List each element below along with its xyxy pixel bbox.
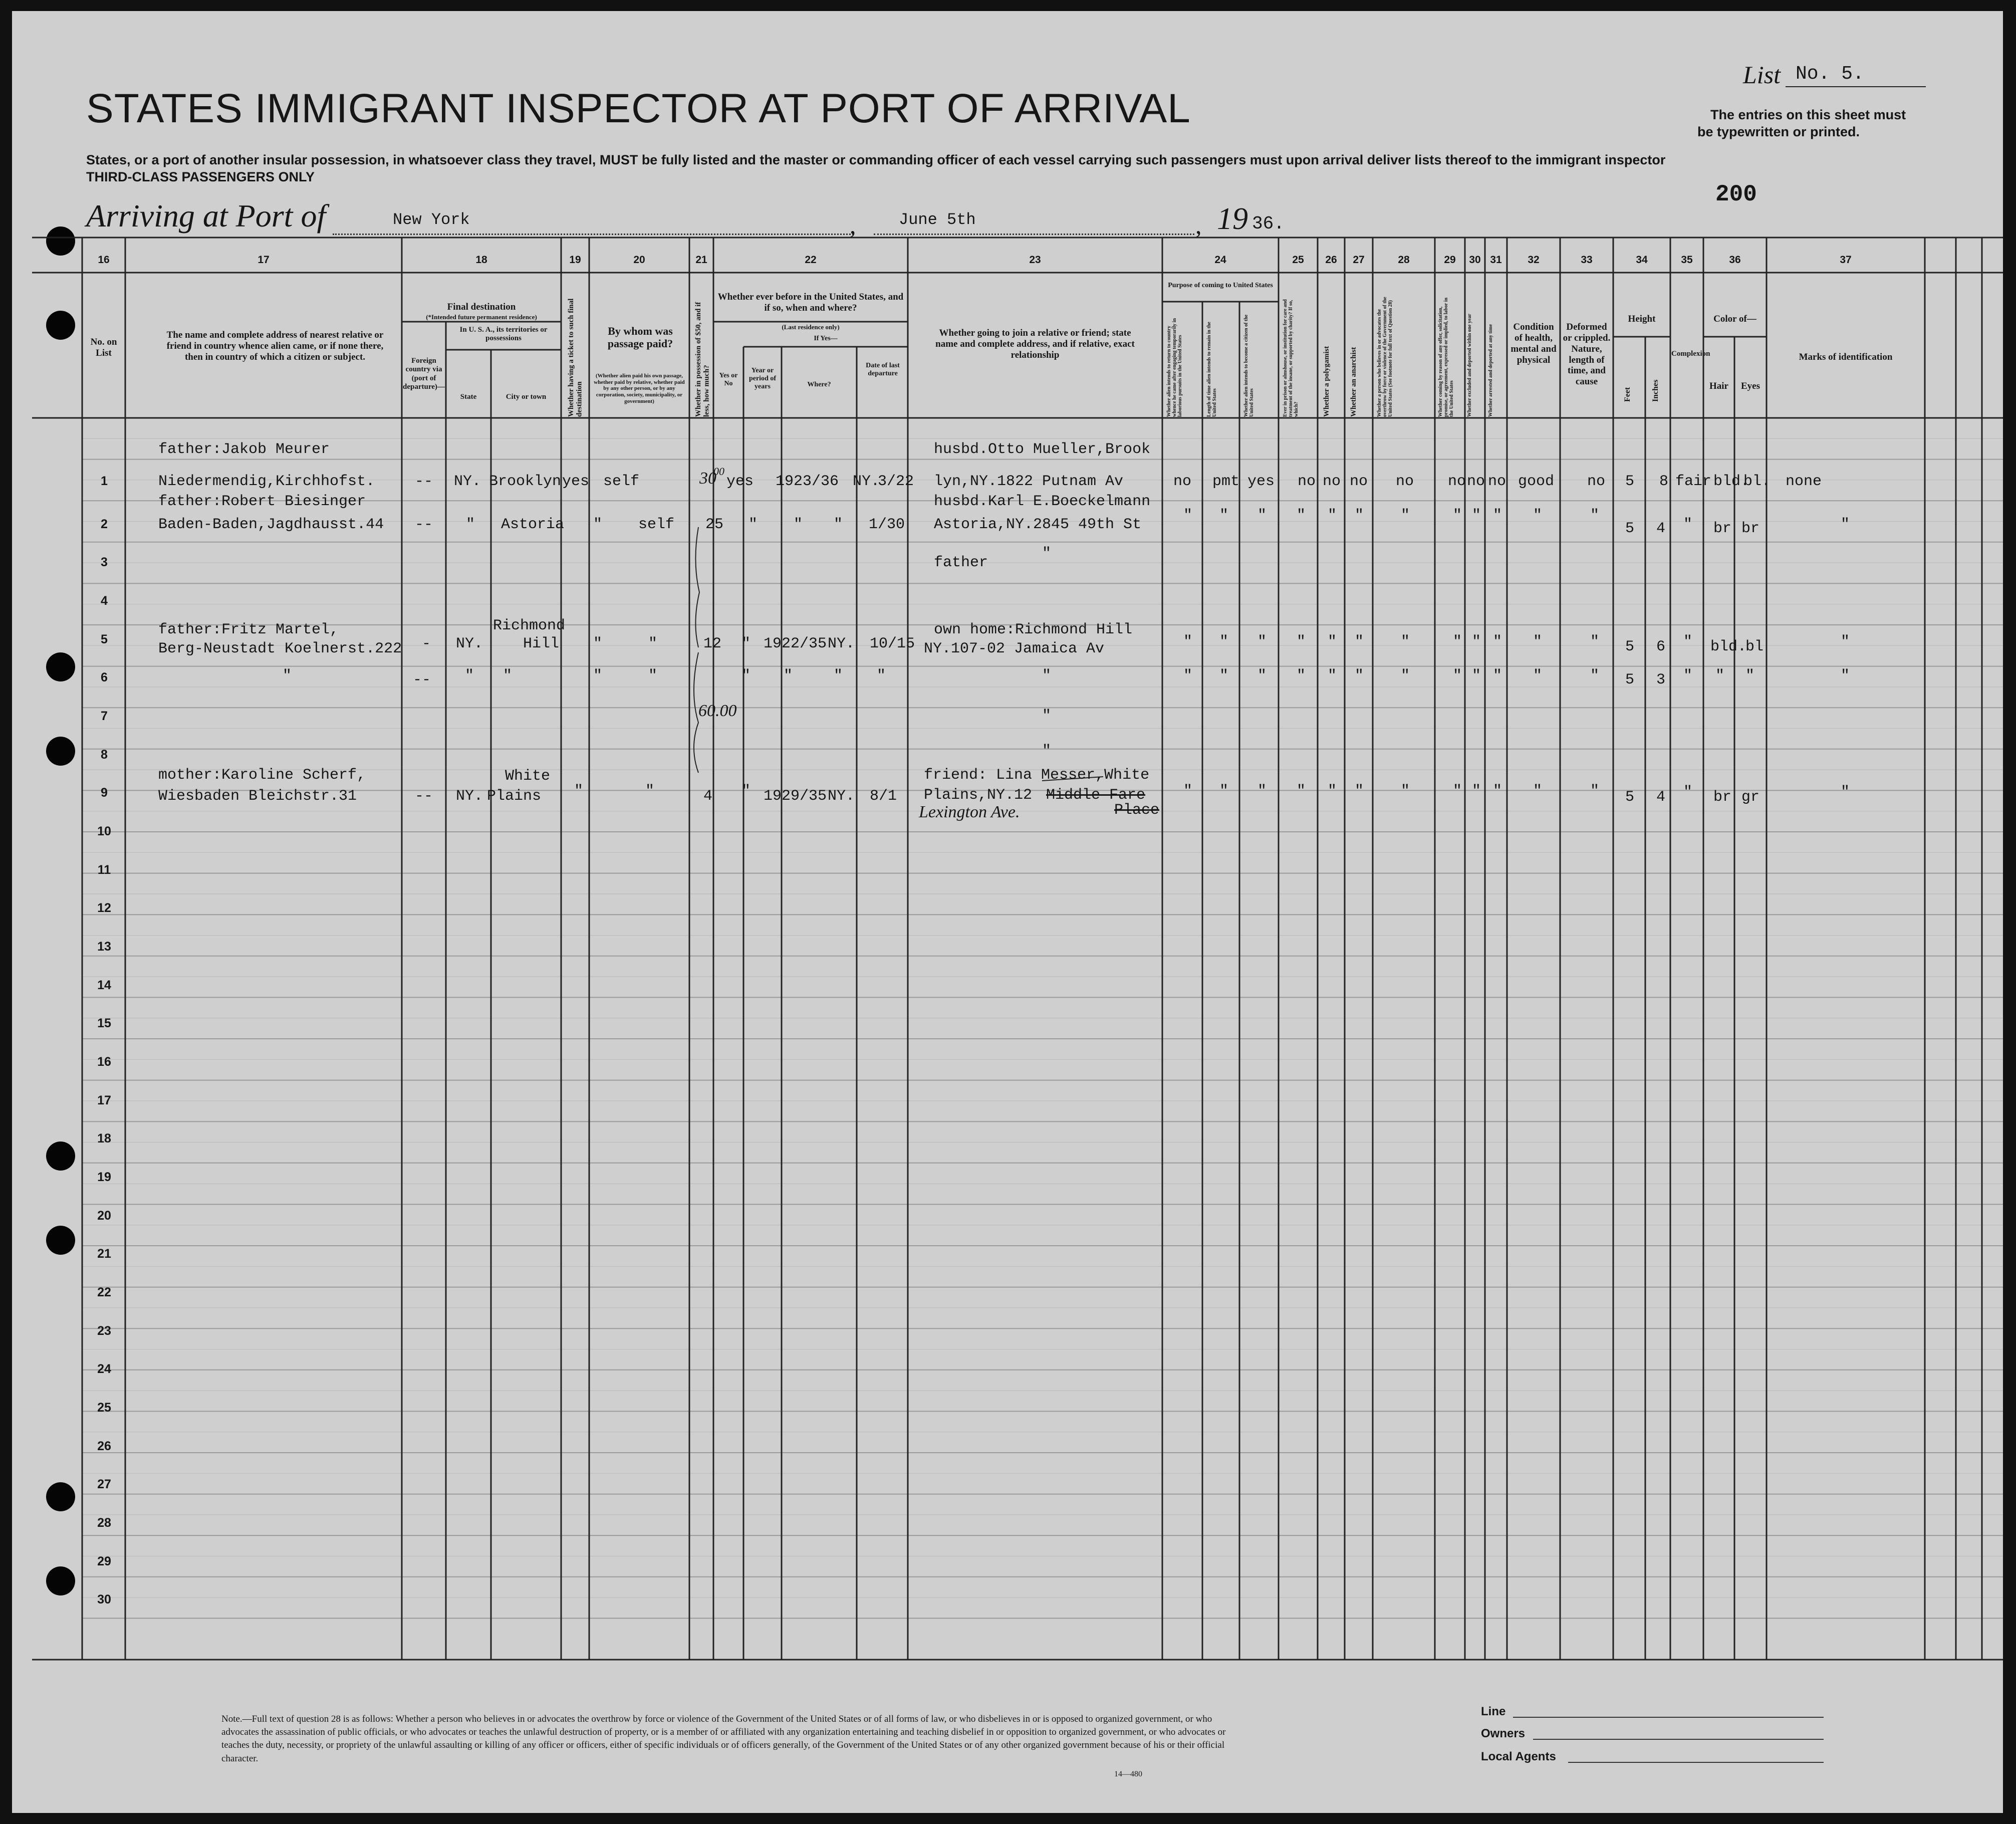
- row-number: 1: [101, 474, 108, 488]
- header-complexion: Complexion: [1671, 350, 1710, 358]
- hair-color: br: [1713, 789, 1732, 806]
- list-label: List: [1743, 61, 1781, 89]
- foreign-port: --: [415, 516, 433, 533]
- ditto-mark: ": [1590, 667, 1600, 685]
- column-number: 16: [98, 254, 110, 266]
- ditto-mark: ": [1257, 667, 1267, 685]
- ditto-mark: ": [1493, 507, 1502, 524]
- dest-city: Richmond: [493, 617, 566, 634]
- header-passage-paid: By whom was passage paid?: [607, 325, 673, 350]
- ditto-mark: ": [1590, 783, 1600, 800]
- header-before-note: (Last residence only): [782, 323, 840, 331]
- q29-value: no: [1448, 473, 1466, 490]
- join-address: NY.107-02 Jamaica Av: [924, 640, 1105, 657]
- header-health: Condition of health, mental and physical: [1510, 322, 1557, 365]
- row-number: 25: [97, 1401, 111, 1415]
- header-no-on-list: No. on List: [90, 337, 117, 358]
- foreign-port: --: [415, 788, 433, 805]
- money-value: 4: [703, 788, 713, 805]
- dest-city: Brooklyn: [489, 473, 562, 490]
- ditto-mark: ": [574, 783, 584, 800]
- ditto-mark: ": [648, 635, 658, 652]
- eye-color: bl.: [1743, 473, 1771, 490]
- ditto-mark: ": [1472, 667, 1481, 685]
- row-number: 5: [101, 632, 108, 646]
- height-inches: 8: [1659, 473, 1669, 490]
- row-number: 11: [97, 863, 111, 877]
- ditto-mark: ": [1472, 507, 1481, 524]
- purpose-citizen: yes: [1247, 473, 1275, 490]
- ditto-mark: ": [1183, 633, 1193, 650]
- hair-color: bld.: [1713, 473, 1750, 490]
- ditto-mark: ": [1355, 783, 1364, 800]
- period-years: 1929/35: [764, 788, 827, 805]
- relative-address: Berg-Neustadt Koelnerst.222: [158, 640, 402, 657]
- height-inches: 6: [1656, 638, 1666, 655]
- header-nearest-relative: The name and complete address of nearest relative or friend in country whence alien came, or if none there, then in country of which a citizen or subject.: [166, 330, 384, 362]
- header-if-yes: If Yes—: [814, 335, 838, 342]
- ditto-mark: ": [741, 635, 751, 652]
- header-polygamist: Whether a polygamist: [1323, 346, 1331, 417]
- ditto-mark: ": [1401, 667, 1410, 685]
- column-number: 21: [695, 254, 707, 266]
- foreign-port: --: [413, 671, 431, 689]
- relative-name: father:Robert Biesinger: [158, 493, 366, 510]
- row-number: 10: [97, 824, 111, 838]
- relative-name: father:Jakob Meurer: [158, 441, 330, 458]
- join-address-struck: Middle Fare: [1046, 787, 1146, 804]
- dest-city: Plains: [487, 788, 542, 805]
- column-number: 27: [1353, 254, 1365, 266]
- ditto-mark: ": [741, 783, 751, 800]
- column-number: 20: [633, 254, 645, 266]
- health-value: good: [1518, 473, 1555, 490]
- list-number: No. 5.: [1796, 63, 1864, 85]
- ditto-mark: ": [593, 667, 603, 685]
- dest-state: NY.: [454, 473, 481, 490]
- row-number: 8: [101, 748, 108, 762]
- row-number: 9: [101, 786, 108, 800]
- column-number: 33: [1581, 254, 1593, 266]
- marks-value: none: [1786, 473, 1822, 490]
- ditto-mark: ": [1257, 783, 1267, 800]
- column-number: 22: [805, 254, 817, 266]
- ditto-mark: ": [645, 783, 655, 800]
- column-number: 28: [1398, 254, 1410, 266]
- separator: ,: [850, 211, 856, 239]
- ditto-mark: ": [1297, 507, 1306, 524]
- relative-address: Niedermendig,Kirchhofst.: [158, 473, 375, 490]
- column-number: 25: [1292, 254, 1304, 266]
- header-where: Where?: [807, 381, 831, 388]
- foreign-port: --: [415, 473, 433, 490]
- ditto-mark: ": [1219, 633, 1229, 650]
- period-years: 1923/36: [776, 473, 839, 490]
- height-feet: 5: [1625, 671, 1635, 689]
- where-value: NY.: [853, 473, 880, 490]
- height-feet: 5: [1625, 520, 1635, 537]
- header-prison: Ever in prison or almshouse, or institution for care and treatment of the insane, or supported by charity? If so, which?: [1283, 299, 1299, 417]
- ditto-mark: ": [877, 667, 886, 685]
- ditto-mark: ": [1453, 667, 1462, 685]
- ditto-mark: ": [834, 667, 843, 685]
- dest-city: White: [505, 768, 551, 785]
- column-number: 31: [1490, 254, 1502, 266]
- ditto-mark: ": [1590, 633, 1600, 650]
- ditto-mark: ": [1472, 783, 1481, 800]
- owners-field: [1533, 1739, 1824, 1740]
- purpose-length: pmt: [1212, 473, 1240, 490]
- header-eyes: Eyes: [1741, 381, 1760, 391]
- join-name: husbd.Otto Mueller,Brook: [934, 441, 1151, 458]
- relative-name: mother:Karoline Scherf,: [158, 767, 366, 784]
- join-address: Plains,NY.12: [924, 787, 1033, 804]
- line-field: [1513, 1717, 1824, 1718]
- header-excluded: Whether excluded and deported within one year: [1467, 314, 1472, 417]
- ditto-mark: ": [1042, 743, 1052, 760]
- before-yes-no: yes: [726, 473, 754, 490]
- ditto-mark: ": [1453, 783, 1462, 800]
- join-address-struck: Place: [1114, 802, 1160, 819]
- column-number: 23: [1029, 254, 1041, 266]
- ticket-value: ": [593, 516, 603, 533]
- period-years: 1922/35: [764, 635, 827, 652]
- money-cents: 00: [713, 465, 724, 478]
- year-suffix: 36.: [1252, 213, 1285, 234]
- ditto-mark: ": [1355, 667, 1364, 685]
- manifest-sheet: [12, 11, 2003, 1813]
- ditto-mark: ": [1219, 783, 1229, 800]
- height-feet: 5: [1625, 473, 1635, 490]
- dest-state: NY.: [456, 635, 483, 652]
- eye-color: gr: [1741, 789, 1760, 806]
- paid-by: self: [603, 473, 640, 490]
- join-name: own home:Richmond Hill: [934, 621, 1133, 638]
- ditto-mark: ": [1533, 783, 1543, 800]
- ditto-mark: ": [1401, 633, 1410, 650]
- sheet-number: 200: [1715, 181, 1757, 207]
- dest-state: ": [466, 516, 475, 533]
- form-subtitle: States, or a port of another insular possession, in whatsoever class they travel, MUST be fully listed and the master or commanding officer of each vessel carrying such passengers must upon arrival deliver lists thereof to the immigrant inspector: [86, 152, 1666, 167]
- departure-date: 8/1: [870, 788, 897, 805]
- date-value: June 5th: [899, 210, 976, 229]
- ditto-mark: ": [1683, 516, 1693, 533]
- ditto-mark: ": [1493, 783, 1502, 800]
- line-label: Line: [1481, 1705, 1506, 1718]
- ditto-mark: ": [1745, 667, 1755, 685]
- ditto-mark: ": [794, 516, 803, 533]
- relative-address: Baden-Baden,Jagdhausst.44: [158, 516, 384, 533]
- port-value: New York: [393, 210, 470, 229]
- ditto-mark: ": [1219, 667, 1229, 685]
- foreign-port: -: [422, 635, 431, 652]
- year-prefix: 19: [1217, 202, 1248, 236]
- header-purpose: Purpose of coming to United States: [1168, 282, 1273, 289]
- header-date-departure: Date of last departure: [866, 362, 900, 378]
- ditto-mark: ": [1715, 667, 1725, 685]
- ditto-mark: ": [1401, 507, 1410, 524]
- ditto-mark: ": [748, 516, 758, 533]
- ditto-mark: ": [283, 667, 292, 685]
- ditto-mark: ": [1493, 667, 1502, 685]
- ditto-mark: ": [1355, 507, 1364, 524]
- header-in-usa: In U. S. A., its territories or possessions: [459, 326, 548, 343]
- entries-note: be typewritten or printed.: [1697, 124, 1860, 139]
- row-number: 19: [97, 1170, 111, 1184]
- ditto-mark: ": [1297, 667, 1306, 685]
- column-number: 34: [1636, 254, 1648, 266]
- ditto-mark: ": [1328, 633, 1337, 650]
- header-anarchist: Whether an anarchist: [1350, 347, 1358, 417]
- header-foreign-country: Foreign country via (port of departure)—: [403, 357, 445, 391]
- ditto-mark: ": [1533, 507, 1543, 524]
- ditto-mark: ": [1183, 783, 1193, 800]
- row-number: 26: [97, 1439, 111, 1453]
- purpose-return: no: [1173, 473, 1192, 490]
- money-value: 30: [699, 469, 716, 488]
- header-arrested: Whether arrested and deported at any time: [1488, 324, 1493, 417]
- header-inches: Inches: [1651, 379, 1660, 402]
- row-number: 4: [101, 594, 108, 608]
- row-number: 24: [97, 1362, 111, 1376]
- header-join-relative: Whether going to join a relative or friend; state name and complete address, and if relative, exact relationship: [935, 328, 1135, 360]
- height-feet: 5: [1625, 789, 1635, 806]
- ditto-mark: ": [1219, 507, 1229, 524]
- row-number: 23: [97, 1324, 111, 1338]
- header-purpose-return: Whether alien intends to return to country whence he came after engaging temporarily in laborious pursuits in the United States: [1166, 318, 1183, 417]
- ditto-mark: ": [1328, 667, 1337, 685]
- header-before-in-us: Whether ever before in the United States, and if so, when and where?: [717, 292, 904, 313]
- ditto-mark: ": [1183, 507, 1193, 524]
- departure-date: 10/15: [870, 635, 915, 652]
- column-number: 24: [1214, 254, 1226, 266]
- row-number: 27: [97, 1477, 111, 1491]
- hair-color: bld.: [1710, 638, 1747, 655]
- column-number: 17: [258, 254, 270, 266]
- ditto-mark: ": [784, 667, 793, 685]
- header-deformed: Deformed or crippled. Nature, length of time, and cause: [1563, 322, 1611, 387]
- row-number: 16: [97, 1055, 111, 1069]
- header-question-28: Whether a person who believes in or advocates the overthrow by force or violence of the Government of the United States (See footnote for full text of Question 28): [1377, 297, 1393, 417]
- row-number: 29: [97, 1554, 111, 1568]
- height-inches: 3: [1656, 671, 1666, 689]
- height-feet: 5: [1625, 638, 1635, 655]
- column-number: 37: [1840, 254, 1852, 266]
- departure-date: 1/30: [869, 516, 905, 533]
- column-number: 32: [1528, 254, 1540, 266]
- ditto-mark: ": [1297, 783, 1306, 800]
- header-city: City or town: [506, 393, 547, 401]
- dest-city: Hill: [523, 635, 560, 652]
- header-period: Year or period of years: [748, 367, 777, 391]
- ditto-mark: ": [1472, 633, 1481, 650]
- owners-label: Owners: [1481, 1727, 1526, 1740]
- header-final-destination-note: (*Intended future permanent residence): [426, 313, 537, 321]
- header-purpose-citizen: Whether alien intends to become a citizen of the United States: [1243, 314, 1254, 417]
- height-inches: 4: [1656, 789, 1666, 806]
- row-number: 6: [101, 670, 108, 685]
- header-money: Whether in possession of $50, and if less, how much?: [694, 302, 711, 417]
- footnote-question-28: Note.—Full text of question 28 is as follows: Whether a person who believes in or advocates the overthrow by force or violence of the Government of the United States or of all forms of law, or who disbelieves in or is opposed to organized government, or who advocates the assassination of public officials, or who advocates or teaches the unlawful destruction of property, or is a member of or affiliated with any organization entertaining and teaching disbelief in or opposition to organized government, or who advocates or teaches the duty, necessity, or propriety of the unlawful assaulting or killing of any officer or officers, either of specific individuals or of officers generally, of the Government of the United States or of any other organized government because of his or their official character.: [221, 1714, 1226, 1764]
- ditto-mark: ": [1257, 507, 1267, 524]
- header-feet: Feet: [1623, 387, 1632, 402]
- ditto-mark: ": [834, 516, 843, 533]
- ticket-value: yes: [562, 473, 590, 490]
- q30-value: no: [1467, 473, 1485, 490]
- row-number: 30: [97, 1592, 111, 1607]
- departure-date: 3/22: [878, 473, 914, 490]
- ditto-mark: ": [465, 667, 474, 685]
- header-state: State: [460, 393, 477, 401]
- header-ticket: Whether having a ticket to such final destination: [567, 298, 584, 417]
- header-height: Height: [1628, 314, 1656, 324]
- ditto-mark: ": [1493, 633, 1502, 650]
- ditto-mark: ": [1328, 783, 1337, 800]
- join-address-handwritten: Lexington Ave.: [919, 803, 1020, 821]
- header-passage-note: (Whether alien paid his own passage, whether paid by relative, whether paid by any other person, or by any corporation, society, municipality, or government): [594, 373, 685, 404]
- hair-color: br: [1713, 520, 1732, 537]
- row-number: 14: [97, 978, 111, 992]
- money-handwritten: 60.00: [698, 702, 737, 720]
- ditto-mark: ": [1297, 633, 1306, 650]
- row-number: 15: [97, 1016, 111, 1030]
- row-number: 12: [97, 901, 111, 915]
- ditto-mark: ": [1841, 784, 1850, 801]
- ditto-mark: ": [1328, 507, 1337, 524]
- column-number: 26: [1325, 254, 1337, 266]
- header-color: Color of—: [1713, 314, 1756, 324]
- height-inches: 4: [1656, 520, 1666, 537]
- class-label: THIRD-CLASS PASSENGERS ONLY: [86, 169, 315, 184]
- ditto-mark: ": [1841, 633, 1850, 650]
- form-title: STATES IMMIGRANT INSPECTOR AT PORT OF ARRIVAL: [86, 86, 1191, 131]
- entries-note: The entries on this sheet must: [1710, 107, 1906, 122]
- row-number: 21: [97, 1247, 111, 1261]
- relative-name: father:Fritz Martel,: [158, 621, 339, 638]
- q28-value: no: [1396, 473, 1414, 490]
- join-name: husbd.Karl E.Boeckelmann: [934, 493, 1151, 510]
- ditto-mark: ": [1841, 516, 1850, 533]
- column-number: 36: [1729, 254, 1741, 266]
- paid-by: self: [638, 516, 675, 533]
- join-name: friend: Lina Messer,White: [924, 767, 1150, 784]
- prison-value: no: [1298, 473, 1316, 490]
- ditto-mark: ": [648, 667, 658, 685]
- manifest-table-grid: [12, 11, 2003, 1813]
- join-relation: father: [934, 554, 988, 571]
- column-number: 29: [1444, 254, 1456, 266]
- header-question-29: Whether coming by reason of any offer, solicitation, promise, or agreement, expressed or implied, to labor in the United States: [1438, 297, 1454, 417]
- row-number: 18: [97, 1131, 111, 1146]
- ditto-mark: ": [503, 667, 513, 685]
- ditto-mark: ": [1042, 667, 1052, 685]
- polygamist-value: no: [1323, 473, 1341, 490]
- header-purpose-length: Length of time alien intends to remain in the United States: [1206, 322, 1217, 417]
- arriving-label: Arriving at Port of: [86, 198, 326, 234]
- ditto-mark: ": [1453, 633, 1462, 650]
- ditto-mark: ": [1683, 667, 1693, 685]
- ditto-mark: ": [1590, 507, 1600, 524]
- header-marks: Marks of identification: [1799, 352, 1893, 362]
- ditto-mark: ": [1257, 633, 1267, 650]
- ditto-mark: ": [1683, 784, 1693, 801]
- header-hair: Hair: [1709, 381, 1728, 391]
- agents-field: [1568, 1762, 1824, 1763]
- row-number: 22: [97, 1285, 111, 1299]
- ditto-mark: ": [1401, 783, 1410, 800]
- agents-label: Local Agents: [1481, 1750, 1556, 1763]
- row-number: 3: [101, 555, 108, 569]
- ditto-mark: ": [1042, 708, 1052, 725]
- row-number: 17: [97, 1093, 111, 1107]
- ditto-mark: ": [1533, 667, 1543, 685]
- column-number: 35: [1681, 254, 1693, 266]
- row-number: 13: [97, 940, 111, 954]
- ditto-mark: ": [1533, 633, 1543, 650]
- ditto-mark: ": [593, 635, 603, 652]
- anarchist-value: no: [1350, 473, 1368, 490]
- relative-address: Wiesbaden Bleichstr.31: [158, 788, 357, 805]
- ditto-mark: ": [1453, 507, 1462, 524]
- money-value: 25: [705, 516, 724, 533]
- row-number: 7: [101, 709, 108, 723]
- q31-value: no: [1488, 473, 1506, 490]
- eye-color: bl: [1745, 638, 1764, 655]
- dest-state: NY.: [456, 788, 483, 805]
- ditto-mark: ": [1183, 667, 1193, 685]
- where-value: NY.: [828, 788, 855, 805]
- join-address: Astoria,NY.2845 49th St: [934, 516, 1142, 533]
- ditto-mark: ": [1841, 667, 1850, 685]
- row-number: 20: [97, 1209, 111, 1223]
- header-final-destination: Final destination: [447, 302, 516, 312]
- column-number: 19: [569, 254, 581, 266]
- row-number: 2: [101, 517, 108, 531]
- money-value: 12: [703, 635, 722, 652]
- complexion-value: fair: [1675, 473, 1712, 490]
- ditto-mark: ": [1355, 633, 1364, 650]
- join-address: lyn,NY.1822 Putnam Av: [934, 473, 1124, 490]
- dest-city: Astoria: [501, 516, 565, 533]
- ditto-mark: ": [1042, 545, 1052, 562]
- column-number: 18: [475, 254, 487, 266]
- eye-color: br: [1741, 520, 1760, 537]
- ditto-mark: ": [741, 667, 751, 685]
- column-number: 30: [1469, 254, 1481, 266]
- separator: ,: [1195, 211, 1202, 239]
- ditto-mark: ": [1683, 633, 1693, 650]
- deformed-value: no: [1587, 473, 1606, 490]
- row-number: 28: [97, 1516, 111, 1530]
- form-code: 14—480: [1114, 1770, 1142, 1778]
- header-yes-no: Yes or No: [719, 372, 738, 388]
- where-value: NY.: [828, 635, 855, 652]
